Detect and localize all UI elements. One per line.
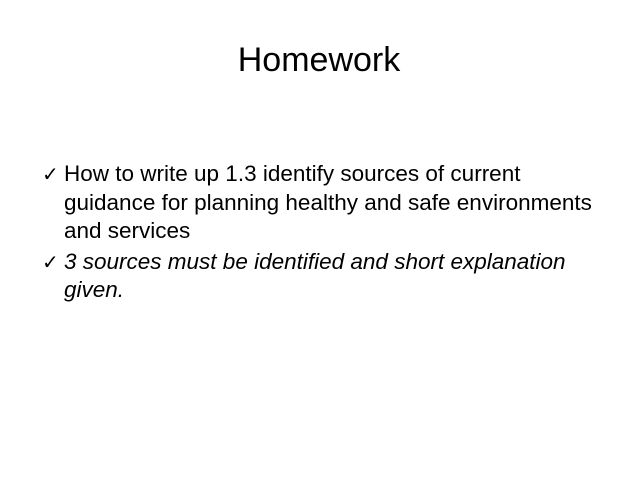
bullet-list	[42, 160, 602, 307]
bullet-text: 3 sources must be identified and short explanation given.	[64, 248, 566, 302]
checkmark-icon: ✓	[42, 162, 59, 186]
slide-title: Homework	[237, 41, 401, 79]
bullet-item	[42, 248, 602, 305]
checkmark-icon: ✓	[42, 249, 59, 274]
bullet-item	[42, 160, 602, 246]
bullet-text: How to write up 1.3 identify sources of current guidance for planning healthy and safe environments and services	[64, 161, 592, 243]
